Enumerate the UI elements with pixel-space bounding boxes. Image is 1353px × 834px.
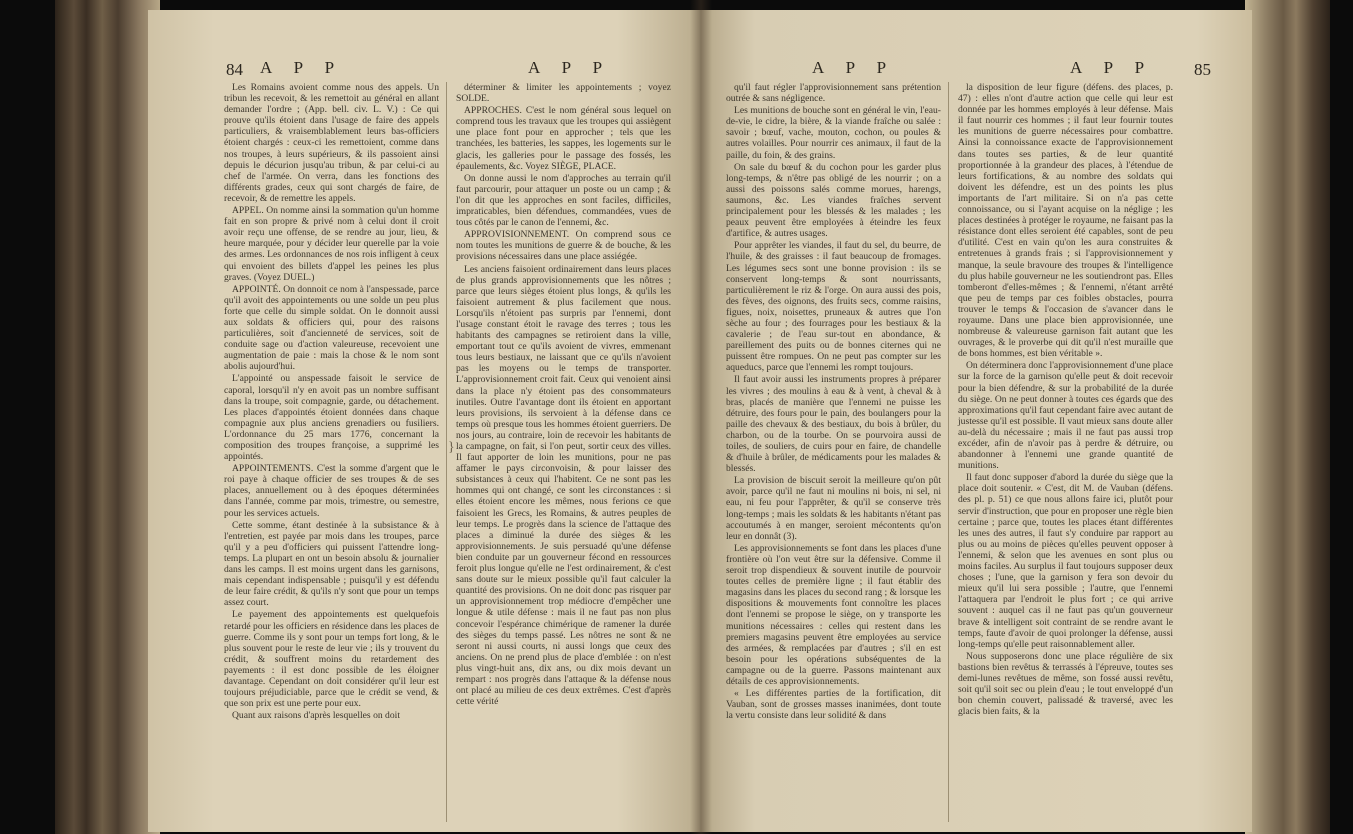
book-edge-left bbox=[55, 0, 160, 834]
page-number: 84 bbox=[226, 60, 243, 79]
left-page bbox=[148, 10, 700, 832]
paragraph: On déterminera donc l'approvisionnement d'une place sur la force de la garnison qu'elle peut & doit recevoir pour la bien défendre, & sur la probabilité de la durée du siège. On ne peut donner à toutes ces égards que des approximations qu'il faut cependant faire avec autant de justesse qu'il est possible. Il vaut mieux sans doute aller au-delà du nécessaire ; mais il ne faut pas aussi trop excéder, afin de n'avoir pas à perdre & détruire, ou abandonner à l'ennemi une grande quantité de munitions. bbox=[958, 360, 1173, 472]
paragraph: Les Romains avoient comme nous des appels. Un tribun les recevoit, & les remettoit au général en allant demander l'ordre ; (App. bell. civ. L. V.) : Ce qui prouve qu'ils étoient dans l'usage de faire des appels particuliers, & vraisemblablement leurs bas-officiers étoient chargés : ceux-ci les remettoient, comme dans nos troupes, à leurs supérieurs, & ils passoient ainsi depuis le décurion jusqu'au tribun, & par celui-ci au chef de l'armée. On verra, dans les fonctions des différents grades, ceux qui sont chargés de faire, de recevoir, & de remettre les appels. bbox=[224, 82, 439, 204]
paragraph: APPROCHES. C'est le nom général sous lequel on comprend tous les travaux que les troupes qui assiègent une place font pour en approcher ; tels que les tranchées, les batteries, les sappes, les logements sur le glacis, les galleries pour le passage des fossés, les épaulements, &c. Voyez SIÈGE, PLACE. bbox=[456, 105, 671, 172]
fold-mark: } bbox=[448, 440, 455, 455]
paragraph: L'appointé ou anspessade faisoit le service de caporal, lorsqu'il n'y en avoit pas un nombre suffisant dans la troupe, soit compagnie, garde, ou détachement. Les places d'appointés étoient données dans chaque compagnie aux plus anciens grenadiers ou fusiliers. L'ordonnance du 25 mars 1776, concernant la composition des troupes françoise, a supprimé les appointés. bbox=[224, 373, 439, 463]
page-number: 85 bbox=[1194, 60, 1211, 79]
running-head: A P P bbox=[528, 58, 612, 77]
paragraph: APPROVISIONNEMENT. On comprend sous ce nom toutes les munitions de guerre & de bouche, & les provisions nécessaires dans une place assiégée. bbox=[456, 229, 671, 263]
paragraph: La provision de biscuit seroit la meilleure qu'on pût avoir, parce qu'il ne faut ni moulins ni bois, ni sel, ni eau, ni feu pour l'apprêter, & qu'il se conserve très long-temps ; mais les soldats & les habitants n'étant pas accoutumés à en manger, seroient mécontents qu'on leur en donnât (3). bbox=[726, 475, 941, 542]
column-rule bbox=[446, 82, 447, 822]
paragraph: la disposition de leur figure (défens. des places, p. 47) : elles n'ont d'autre action que celle qui leur est donnée par les hommes employés à leur défense. Mais il faut nourrir ces hommes ; il faut leur fournir toutes les munitions de guerre nécessaires pour combattre. Ainsi la connoissance exacte de l'approvisionnement dans toutes ses parties, & de leur quantité proportionnée à la grandeur des places, à l'étendue de leurs fortifications, & au nombre des soldats qui doivent les défendre, est un des points les plus importants de l'art militaire. Si on n'a pas cette connoissance, ou si l'ayant acquise on la néglige ; les places destinées à protéger le royaume, ne faisant pas la résistance dont elles seroient été capables, sont de peu d'utilité. C'est en vain qu'on les aura construites & entretenues à grands frais ; si l'approvisionnement y manque, la seule bravoure des troupes & l'intelligence du plus habile gouverneur ne les soutiendront pas. Elles tomberont d'elles-mêmes ; & l'ennemi, n'étant arrêté que peu de temps par ces foibles obstacles, pourra trouver le temps & l'occasion de s'avancer dans le royaume. Dans une place bien approvisionnée, une nombreuse & valeureuse garnison fait autant que les ouvrages, & le proverbe qui dit qu'il n'est muraille que de bons hommes, est bien véritable ». bbox=[958, 82, 1173, 360]
paragraph: Les anciens faisoient ordinairement dans leurs places de plus grands approvisionnements que les nôtres ; parce que leurs sièges étoient plus longs, & qu'ils les faisoient autrement & plus facilement que nous. Lorsqu'ils n'étoient pas surpris par l'ennemi, dont l'usage constant étoit le ravage des terres ; tous les habitants des campagnes se retiroient dans la ville, emportant tout ce qu'ils avoient de vivres, emmenant tous leurs bestiaux, ne laissant que ce qu'ils n'avoient pas les moyens ou le temps de transporter. L'approvisionnement croit fait. Ceux qui venoient ainsi dans la place n'y étoient pas des consommateurs inutiles. Outre l'avantage dont ils étoient en apportant leurs provisions, ils servoient à la défense dans ce temps où presque tous les hommes étoient guerriers. De nos jours, au contraire, loin de recevoir les habitants de la campagne, on fait, si l'on peut, sortir ceux des villes. Il faut apporter de loin les munitions, pour ne pas affamer le pays circonvoisin, & pour laisser des subsistances à ceux qui l'habitent. Ce ne sont pas les hommes qui ont changé, ce sont les circonstances : si elles étoient encore les mêmes, nous ferions ce que faisoient les Grecs, les Romains, & autres peuples de leur temps. Le progrès dans la science de l'attaque des places a diminué la durée des sièges & les approvisionnements. Je suis persuadé qu'une défense bien conduite par un gouverneur fécond en ressources feroit plus longue qu'elle ne l'est ordinairement, & c'est sans doute sur le mieux possible qu'il faut calculer la quantité des provisions. On ne doit donc pas risquer par un approvisionnement trop médiocre d'empêcher une longue & utile défense : mais il ne faut pas non plus concevoir l'espérance chimérique de ramener la durée des sièges du temps passé. Les nôtres ne sont & ne seront ni aussi courts, ni aussi longs que ceux des anciens. On ne prend plus de place d'emblée : on n'est plus vingt-huit ans, dix ans, ou dix mois devant un rempart : nos progrès dans l'attaque & la défense nous ont placé au milieu de ces deux extrêmes. C'est d'après cette vérité bbox=[456, 263, 671, 708]
text-column-2 bbox=[958, 82, 1173, 718]
paragraph: APPOINTÉ. On donnoit ce nom à l'anspessade, parce qu'il avoit des appointements ou une solde un peu plus forte que celle du simple soldat. On le donnoit aussi aux soldats & officiers qui, pour des raisons particulières, soit d'ancienneté de services, soit de conduite sage ou d'action valeureuse, recevoient une augmentation de paie : mais la chose & le nom sont abolis aujourd'hui. bbox=[224, 283, 439, 373]
running-head: A P P bbox=[1070, 58, 1154, 77]
right-page bbox=[700, 10, 1252, 832]
paragraph: Les munitions de bouche sont en général le vin, l'eau-de-vie, le cidre, la bière, & la viande fraîche ou salée : savoir ; bœuf, vache, mouton, cochon, ou poules & autres volailles. Pour nourrir ces animaux, il faut de la paille, du foin, & des grains. bbox=[726, 105, 941, 161]
paragraph: Il faut donc supposer d'abord la durée du siège que la place doit soutenir. « C'est, dit M. de Vauban (défens. des pl. p. 51) ce que nous allons faire ici, plutôt pour servir d'instruction, que pour en proposer une règle bien certaine ; parce que, toutes les places étant différentes les unes des autres, il faut s'y conduire par rapport au plus ou au moins de pièces qu'elles peuvent opposer à l'ennemi, & selon que les avenues en sont plus ou moins faciles. Au surplus il faut toujours supposer deux choses ; l'une, que la garnison y fera son devoir du mieux qu'il lui sera possible ; l'autre, que l'ennemi l'attaquera par l'endroit le plus fort ; ce qui arrive souvent : auquel cas il ne faut pas qu'un gouverneur brave & intelligent soit contraint de se rendre avant le temps, faute d'avoir de quoi prolonger la défense, aussi long-temps qu'elle peut raisonnablement aller. bbox=[958, 472, 1173, 650]
running-head: A P P bbox=[260, 58, 344, 77]
paragraph: Le payement des appointements est quelquefois retardé pour les officiers en résidence dans les places de guerre. Comme ils y sont pour un temps fort long, & le plus souvent pour le reste de leur vie ; ils y trouvent du crédit, & souffrent moins du retardement des payements : il est donc possible de les éloigner davantage. Cependant on doit considérer qu'il leur est toujours préjudiciable, parce que le crédit se vend, & que son prix est une perte pour eux. bbox=[224, 609, 439, 710]
paragraph: Les approvisionnements se font dans les places d'une frontière où l'on veut être sur la défensive. Comme il seroit trop dispendieux & souvent inutile de pourvoir toutes celles de première ligne ; il faut établir des magasins dans les places du second rang ; & lorsque les dispositions & mouvements font connoître les places dont l'ennemi se propose le siège, on y transporte les munitions nécessaires : celles qui restent dans les premiers magasins peuvent être employées au service des armées, & remplacées par d'autres ; s'il en est besoin pour les opérations subséquentes de la campagne ou de la guerre. Passons maintenant aux détails de ces approvisionnements. bbox=[726, 542, 941, 687]
paragraph: Pour apprêter les viandes, il faut du sel, du beurre, de l'huile, & des graisses : il faut beaucoup de fromages. Les légumes secs sont une bonne provision : ils se conservent long-temps & sont nourrissants, particulièrement le riz & l'orge. On aura aussi des pois, des fèves, des oignons, des fruits secs, comme raisins, figues, noix, noisettes, pruneaux & autres que l'on sèche au four ; des fourrages pour les bestiaux & la cavalerie ; de l'eau sur-tout en abondance, & pareillement des puits ou de bonnes citernes qui ne puissent être rompues. On ne peut pas compter sur les aqueducs, parce que l'ennemi les rompt toujours. bbox=[726, 240, 941, 374]
paragraph: Il faut avoir aussi les instruments propres à préparer les vivres ; des moulins à eau & à vent, à cheval & à bras, placés de manière que l'ennemi ne puisse les détruire, des fours pour le pain, des boulangers pour la paille des chevaux & des bestiaux, du bois à brûler, du charbon, ou de la tourbe. On se pourvoira aussi de toiles, de souliers, de cuirs pour en faire, de chandelle & d'huile à brûler, de médicaments pour les malades & blessés. bbox=[726, 374, 941, 475]
paragraph: APPEL. On nomme ainsi la sommation qu'un homme fait en son propre & privé nom à celui dont il croit avoir reçu une offense, de se rendre au jour, lieu, & heure marquée, pour y décider leur querelle par la voie des armes. Les ordonnances de nos rois infligent à ceux qui envoient des billets d'appel les peines les plus graves. (Voyez DUEL.) bbox=[224, 205, 439, 283]
paragraph: Nous supposerons donc une place régulière de six bastions bien revêtus & terrassés à l'épreuve, toutes ses demi-lunes revêtues de même, son fossé aussi revêtu, soit qu'il soit sec ou plein d'eau ; le tout enveloppé d'un bon chemin couvert, palissadé & traversé, avec les glacis bien faits, & la bbox=[958, 650, 1173, 718]
paragraph: « Les différentes parties de la fortification, dit Vauban, sont de grosses masses inanimées, dont toute la vertu consiste dans leur solidité & dans bbox=[726, 688, 941, 722]
book-edge-right bbox=[1245, 0, 1330, 834]
paragraph: qu'il faut régler l'approvisionnement sans prétention outrée & sans négligence. bbox=[726, 82, 941, 105]
paragraph: On donne aussi le nom d'approches au terrain qu'il faut parcourir, pour attaquer un poste ou un camp ; & l'on dit que les approches en sont faciles, difficiles, impraticables, bien défendues, commandées, vues de tous côtés par le canon de l'ennemi, &c. bbox=[456, 172, 671, 229]
text-column-2 bbox=[456, 82, 671, 708]
book-gutter bbox=[690, 0, 712, 834]
running-head: A P P bbox=[812, 58, 896, 77]
paragraph: Quant aux raisons d'après lesquelles on doit bbox=[232, 710, 400, 722]
text-column-1 bbox=[224, 82, 439, 722]
paragraph: déterminer & limiter les appointements ; voyez SOLDE. bbox=[456, 82, 671, 105]
paragraph: On sale du bœuf & du cochon pour les garder plus long-temps, & n'être pas obligé de les nourrir ; on a aussi des poissons salés comme morues, harengs, saumons, &c. Les viandes fraîches servent principalement pour les blessés & les malades ; les peaux peuvent être employées à éteindre les feux d'artifice, & autres usages. bbox=[726, 161, 941, 240]
text-column-1 bbox=[726, 82, 941, 722]
paragraph: Cette somme, étant destinée à la subsistance & à l'entretien, est payée par mois dans les troupes, parce qu'il y a peu d'officiers qui puissent l'attendre long-temps. La plupart en ont un besoin absolu & journalier dans les camps. Il est moins urgent dans les garnisons, mais cependant indispensable ; puisqu'il y est défendu de leur faire crédit, & qu'ils n'y sont que pour un temps assez court. bbox=[224, 519, 439, 609]
paragraph: APPOINTEMENTS. C'est la somme d'argent que le roi paye à chaque officier de ses troupes & de ses places, annuellement ou à des époques déterminées dans l'année, comme par mois, trimestre, ou semestre, pour les services actuels. bbox=[224, 463, 439, 519]
column-rule bbox=[948, 82, 949, 822]
